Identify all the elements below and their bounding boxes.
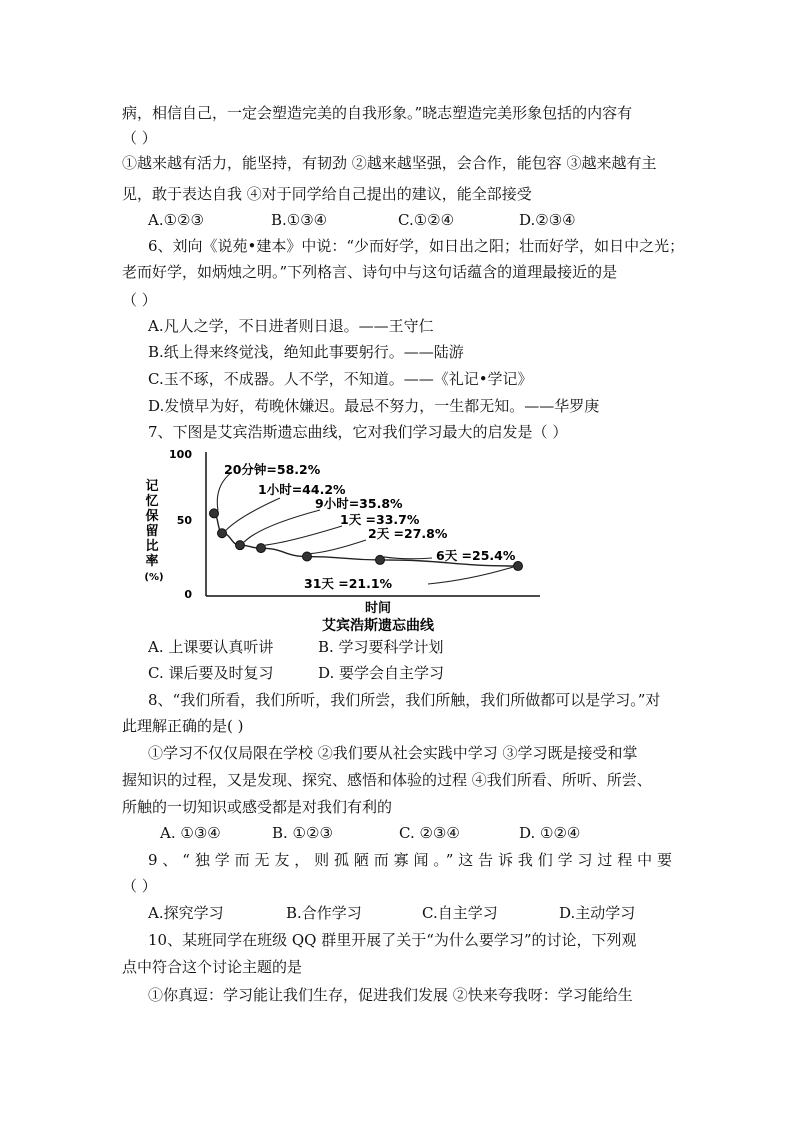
q6-stem-line1: 6、刘向《说苑•建本》中说：“少而好学，如日出之阳；壮而好学，如日中之光； — [148, 237, 685, 255]
data-label: 2天 =27.8% — [368, 526, 448, 541]
q8-statements-line1: ①学习不仅仅局限在学校 ②我们要从社会实践中学习 ③学习既是接受和掌 — [148, 744, 638, 762]
y-tick-0: 0 — [184, 588, 192, 601]
q6-stem-line2: 老而好学，如炳烛之明。”下列格言、诗句中与这句话蕴含的道理最接近的是 — [122, 263, 618, 281]
q5-option-c: C.①②④ — [398, 211, 455, 229]
q6-option-c: C.玉不琢，不成器。人不学，不知道。——《礼记•学记》 — [148, 370, 533, 388]
q10-statements-line1: ①你真逗：学习能让我们生存，促进我们发展 ②快来夸我呀：学习能给生 — [148, 986, 633, 1004]
q10-stem-line2: 点中符合这个讨论主题的是 — [122, 958, 303, 976]
q9-option-c: C.自主学习 — [422, 904, 498, 922]
q9-option-d: D.主动学习 — [559, 904, 636, 922]
data-label: 9小时=35.8% — [315, 496, 403, 511]
annotation-arrow — [428, 567, 513, 584]
q8-option-c: C. ②③④ — [399, 824, 460, 842]
plot-area — [210, 462, 523, 591]
x-axis-label: 时间 — [364, 601, 392, 616]
annotation-arrow — [384, 557, 432, 559]
q8-stem-line1: 8、“我们所看，我们所听，我们所尝，我们所触，我们所做都可以是学习。”对 — [148, 691, 661, 709]
q10-stem-line1: 10、某班同学在班级 QQ 群里开展了关于“为什么要学习”的讨论，下列观 — [148, 931, 637, 949]
data-label: 1天 =33.7% — [340, 512, 420, 527]
q5-statements-line2: 见，敢于表达自我 ④对于同学给自己提出的建议，能全部接受 — [122, 185, 532, 203]
q9-option-a: A.探究学习 — [148, 904, 224, 922]
q7-option-b: B. 学习要科学计划 — [318, 638, 444, 656]
data-label: 20分钟=58.2% — [224, 462, 321, 477]
data-point — [257, 544, 266, 553]
q7-option-d: D. 要学会自主学习 — [318, 664, 445, 682]
q9-option-b: B.合作学习 — [286, 904, 362, 922]
q9-answer-paren: （ ） — [122, 877, 157, 895]
y-axis-label — [144, 478, 163, 583]
data-point — [376, 555, 385, 564]
q5-answer-paren: （ ） — [122, 129, 157, 147]
q5-option-a: A.①②③ — [148, 211, 204, 229]
q6-option-a: A.凡人之学，不日进者则日退。——王守仁 — [148, 317, 434, 335]
q6-option-d: D.发愤早为好，苟晚休嫌迟。最忌不努力，一生都无知。——华罗庚 — [148, 397, 600, 415]
q8-option-d: D. ①②④ — [519, 824, 581, 842]
q8-statements-line3: 所触的一切知识或感受都是对我们有利的 — [122, 798, 393, 816]
q6-answer-paren: （ ） — [122, 291, 157, 309]
q8-stem-line2: 此理解正确的是( ) — [122, 717, 244, 735]
q8-option-b: B. ①②③ — [272, 824, 333, 842]
q7-stem: 7、下图是艾宾浩斯遗忘曲线，它对我们学习最大的启发是（ ） — [148, 423, 568, 441]
q6-option-b: B.纸上得来终觉浅，绝知此事要躬行。——陆游 — [148, 343, 464, 361]
data-label: 1小时=44.2% — [258, 482, 346, 497]
data-label: 6天 =25.4% — [436, 548, 516, 563]
chart-title: 艾宾浩斯遗忘曲线 — [322, 618, 434, 634]
q5-stem-line: 病，相信自己，一定会塑造完美的自我形象。”晓志塑造完美形象包括的内容有 — [122, 104, 633, 122]
q5-option-d: D.②③④ — [519, 211, 576, 229]
annotation-arrow — [217, 472, 232, 510]
y-tick-50: 50 — [176, 514, 192, 527]
data-point — [303, 552, 312, 561]
annotation-arrow — [265, 526, 342, 545]
annotation-arrow — [244, 510, 320, 542]
q9-stem: 9、“独学而无友，则孤陋而寡闻。”这告诉我们学习过程中要 — [148, 851, 672, 869]
q7-option-c: C. 课后要及时复习 — [148, 664, 274, 682]
y-tick-100: 100 — [169, 448, 192, 461]
data-point — [514, 562, 523, 571]
y-axis-label-text: 记忆保留比率(%) — [144, 479, 164, 583]
data-point — [236, 541, 245, 550]
data-point — [210, 509, 219, 518]
data-label: 31天 =21.1% — [304, 576, 393, 591]
q8-option-a: A. ①③④ — [160, 824, 221, 842]
q5-option-b: B.①③④ — [271, 211, 328, 229]
annotation-arrow — [311, 540, 366, 554]
data-point — [218, 529, 227, 538]
q7-option-a: A. 上课要认真听讲 — [148, 638, 274, 656]
forgetting-curve-chart — [140, 446, 550, 634]
q8-statements-line2: 握知识的过程，又是发现、探究、感悟和体验的过程 ④我们所看、所听、所尝、 — [122, 771, 652, 789]
q5-statements-line1: ①越来越有活力，能坚持，有韧劲 ②越来越坚强，会合作，能包容 ③越来越有主 — [122, 154, 657, 172]
